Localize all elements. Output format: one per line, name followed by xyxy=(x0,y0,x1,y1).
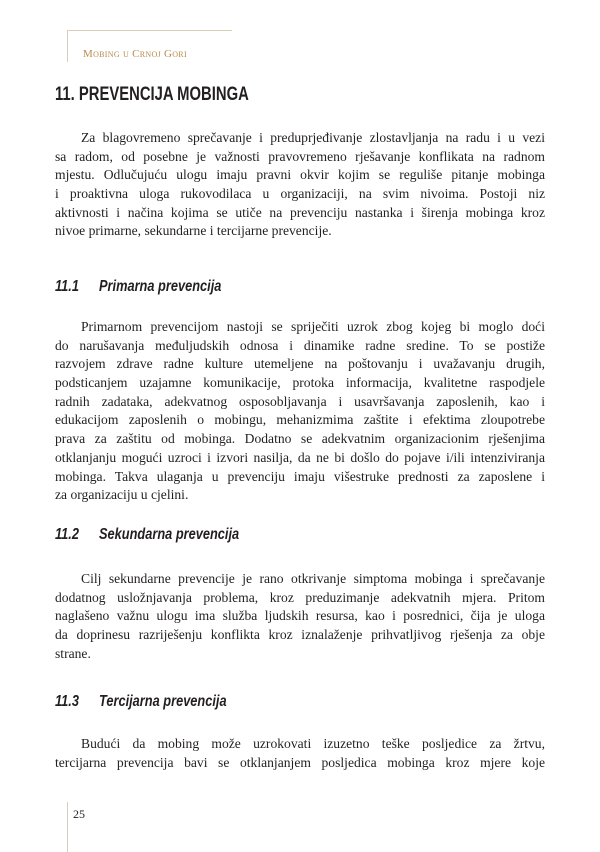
text-line: aktivnosti i načina kojima se utiče na prevenciju nastanka i širenja mobinga kroz xyxy=(55,204,545,220)
section-number: 11.3 xyxy=(55,693,79,710)
section-title: Sekundarna prevencija xyxy=(99,526,240,543)
text-line: Cilj sekundarne prevencije je rano otkrivanje simptoma mobinga i sprečavanje xyxy=(81,571,545,586)
section-number: 11.2 xyxy=(55,526,79,543)
section-heading-secondary xyxy=(55,526,239,544)
text-line: da doprinesu razriješenju konflikta kroz iznalaženje prihvatljivog rješenja za obje xyxy=(55,627,545,643)
header-rule-vertical xyxy=(67,30,68,62)
text-line: razvojem zdrave radne kulture utemeljene na poštovanju i uvažavanju drugih, xyxy=(55,356,545,372)
text-line: i proaktivna uloga rukovodilaca u organizaciji, na svim nivoima. Postoji niz xyxy=(55,186,545,202)
text-line: Primarnom prevencijom nastoji se spriječiti uzrok zbog kojeg bi moglo doći xyxy=(81,319,545,334)
text-line: Za blagovremeno sprečavanje i preduprjeđivanje zlostavljanja na radu i u vezi xyxy=(81,130,545,145)
primary-paragraph xyxy=(55,318,545,505)
text-line: radnih zadataka, adekvatnog osposobljavanja i usavršavanja zaposlenih, kao i xyxy=(55,393,545,409)
section-heading-primary xyxy=(55,278,221,296)
section-number: 11.1 xyxy=(55,278,79,295)
section-heading-tertiary xyxy=(55,693,227,711)
text-line: mobinga. Takva ulaganja u prevenciju imaju višestruke prednosti za zaposlene i xyxy=(55,468,545,484)
text-line: do narušavanja međuljudskih odnosa i dinamike radne sredine. To se postiže xyxy=(55,337,545,353)
text-line: mjestu. Odlučujuću ulogu imaju pravni okvir kojim se reguliše pitanje mobinga xyxy=(55,167,545,183)
text-line: podsticanjem uzajamne komunikacije, protoka informacija, kvalitetne raspodjele xyxy=(55,375,545,391)
text-line: edukacijom zaposlenih o mobingu, mehanizmima zaštite i efektima zloupotrebe xyxy=(55,412,545,428)
text-line: tercijarna prevencija bavi se otklanjanjem posljedica mobinga kroz mjere koje xyxy=(55,754,545,770)
text-line: prava za zaštitu od mobinga. Dodatno se adekvatnim organizacionim rješenjima xyxy=(55,431,545,447)
text-line: strane. xyxy=(55,645,91,661)
intro-paragraph xyxy=(55,129,545,241)
page-number: 25 xyxy=(73,807,85,821)
text-line: dodatnog usložnjavanja problema, kroz preduzimanje adekvatnih mjera. Pritom xyxy=(55,589,545,605)
text-line: otklanjanju mogući uzroci i izvori nasilja, da ne bi došlo do pojave i/ili intenziviranja xyxy=(55,449,545,465)
tertiary-paragraph xyxy=(55,735,545,772)
text-line: za organizaciju u cjelini. xyxy=(55,487,189,503)
secondary-paragraph xyxy=(55,570,545,663)
footer-rule xyxy=(67,802,68,852)
text-line: nivoe primarne, sekundarne i tercijarne prevencije. xyxy=(55,223,332,239)
chapter-title: 11. PREVENCIJA MOBINGA xyxy=(55,84,249,105)
section-title: Tercijarna prevencija xyxy=(99,693,227,710)
text-line: sa radom, od posebne je važnosti pravovremeno rješavanje konflikata na radnom xyxy=(55,148,545,164)
running-head: Mobing u Crnoj Gori xyxy=(83,48,187,60)
text-line: Budući da mobing može uzrokovati izuzetno teške posljedice za žrtvu, xyxy=(81,736,545,751)
section-title: Primarna prevencija xyxy=(99,278,222,295)
text-line: naglašeno važnu ulogu ima služba ljudskih resursa, kao i posrednici, čija je uloga xyxy=(55,608,545,624)
header-rule xyxy=(67,30,232,31)
